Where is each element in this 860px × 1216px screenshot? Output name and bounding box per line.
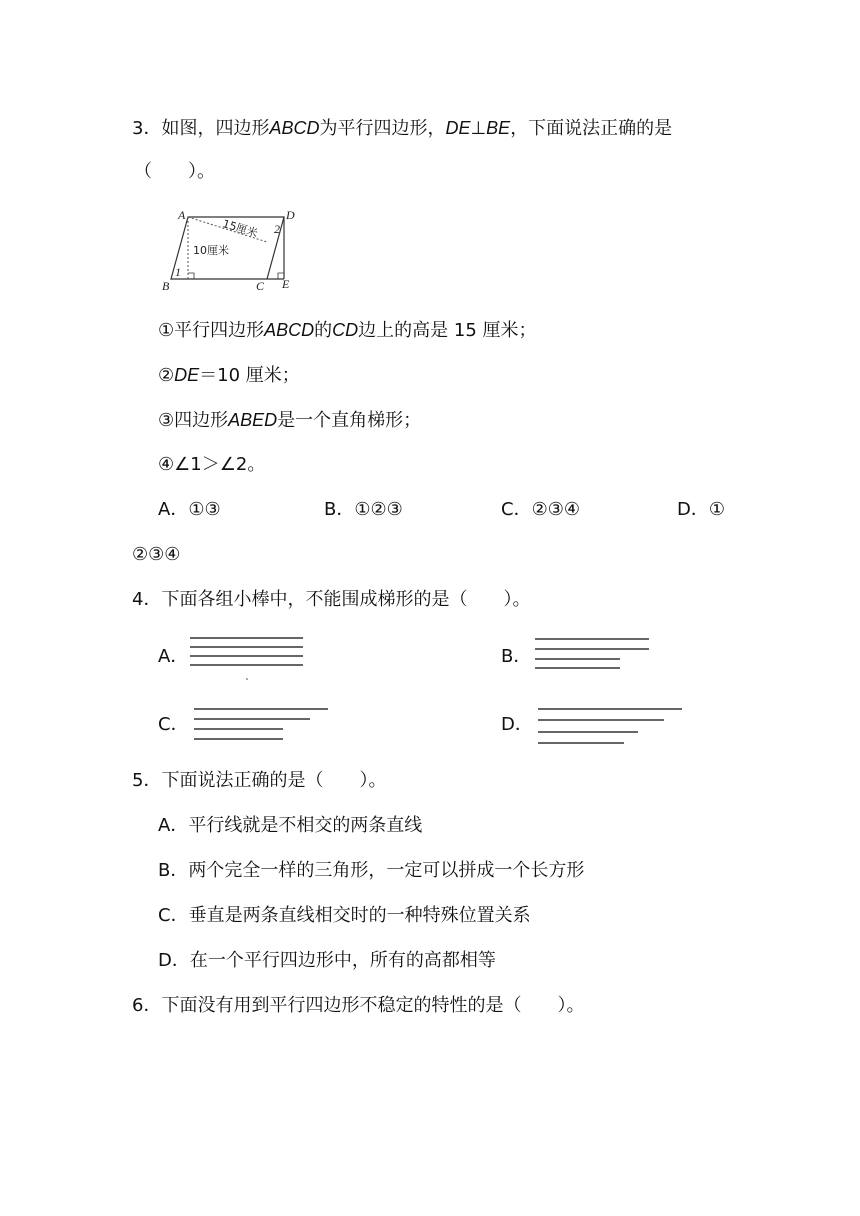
- s1-abcd: ABCD: [264, 320, 315, 340]
- q3-de: DE: [445, 118, 471, 138]
- q5-stem: 5．下面说法正确的是（ ）。: [132, 770, 387, 791]
- fig-label-b: B: [162, 279, 170, 293]
- fig-label-d: D: [286, 208, 295, 222]
- right-angle-mark-foot: [188, 273, 194, 279]
- q3-number: 3．: [132, 118, 162, 139]
- s3-post: 是一个直角梯形；: [277, 410, 422, 431]
- q5-option-c[interactable]: C．垂直是两条直线相交时的一种特殊位置关系: [158, 905, 531, 926]
- q4-stem: 4．下面各组小棒中，不能围成梯形的是（ ）。: [132, 589, 531, 610]
- q3-perp-symbol: ⊥: [470, 118, 487, 139]
- fig-angle-2: 2: [274, 222, 280, 236]
- fig-label-10cm: 10厘米: [193, 244, 229, 257]
- q4-option-c-label[interactable]: C．: [158, 714, 189, 735]
- q4-option-c-sticks: [192, 706, 342, 746]
- q3-stem-part-b: 为平行四边形，: [319, 118, 446, 139]
- q5-option-b[interactable]: B．两个完全一样的三角形，一定可以拼成一个长方形: [158, 860, 585, 881]
- stray-dot: [246, 678, 248, 680]
- s2-de: DE: [174, 365, 200, 385]
- s2-pre: ②: [158, 365, 175, 386]
- q3-option-a[interactable]: A．①③: [158, 499, 221, 520]
- s3-pre: ③四边形: [158, 410, 229, 431]
- q4-option-a-label[interactable]: A．: [158, 646, 189, 667]
- q3-stem-part-c: ，下面说法正确的是: [510, 118, 673, 139]
- s3-abed: ABED: [228, 410, 278, 430]
- s1-mid: 的: [314, 320, 333, 341]
- s2-post: ＝10 厘米；: [199, 365, 300, 386]
- q3-be: BE: [486, 118, 511, 138]
- q3-abcd: ABCD: [269, 118, 320, 138]
- s1-post: 边上的高是 15 厘米；: [358, 320, 537, 341]
- q4-option-a-sticks: [188, 636, 318, 686]
- q3-statement-3: [158, 411, 421, 430]
- q5-option-a[interactable]: A．平行线就是不相交的两条直线: [158, 815, 423, 836]
- q3-statement-1: [158, 321, 537, 340]
- s1-cd: CD: [332, 320, 359, 340]
- fig-label-a: A: [178, 208, 186, 222]
- q3-statement-2: [158, 366, 300, 385]
- q4-option-d-sticks: [536, 705, 696, 750]
- q5-option-d[interactable]: D．在一个平行四边形中，所有的高都相等: [158, 950, 496, 971]
- fig-label-15cm: 15厘米: [221, 217, 260, 241]
- q3-stem-part-a: 如图，四边形: [161, 118, 270, 139]
- q3-option-d-continued: ②③④: [132, 544, 181, 565]
- q4-option-d-label[interactable]: D．: [501, 714, 533, 735]
- q6-stem: 6．下面没有用到平行四边形不稳定的特性的是（ ）。: [132, 995, 585, 1016]
- q3-option-c[interactable]: C．②③④: [501, 499, 580, 520]
- fig-label-c: C: [256, 279, 265, 293]
- q3-option-d[interactable]: D．①: [677, 499, 725, 520]
- q3-stem: [132, 119, 672, 138]
- q3-option-b[interactable]: B．①②③: [324, 499, 403, 520]
- q3-parallelogram-figure: [158, 206, 318, 296]
- q3-answer-blank: （ ）。: [134, 161, 215, 182]
- s1-pre: ①平行四边形: [158, 320, 265, 341]
- q3-statement-4: ④∠1＞∠2。: [158, 454, 266, 475]
- fig-angle-1: 1: [175, 265, 181, 279]
- q4-option-b-label[interactable]: B．: [501, 646, 532, 667]
- fig-label-e: E: [282, 277, 290, 291]
- q4-option-b-sticks: [533, 636, 663, 676]
